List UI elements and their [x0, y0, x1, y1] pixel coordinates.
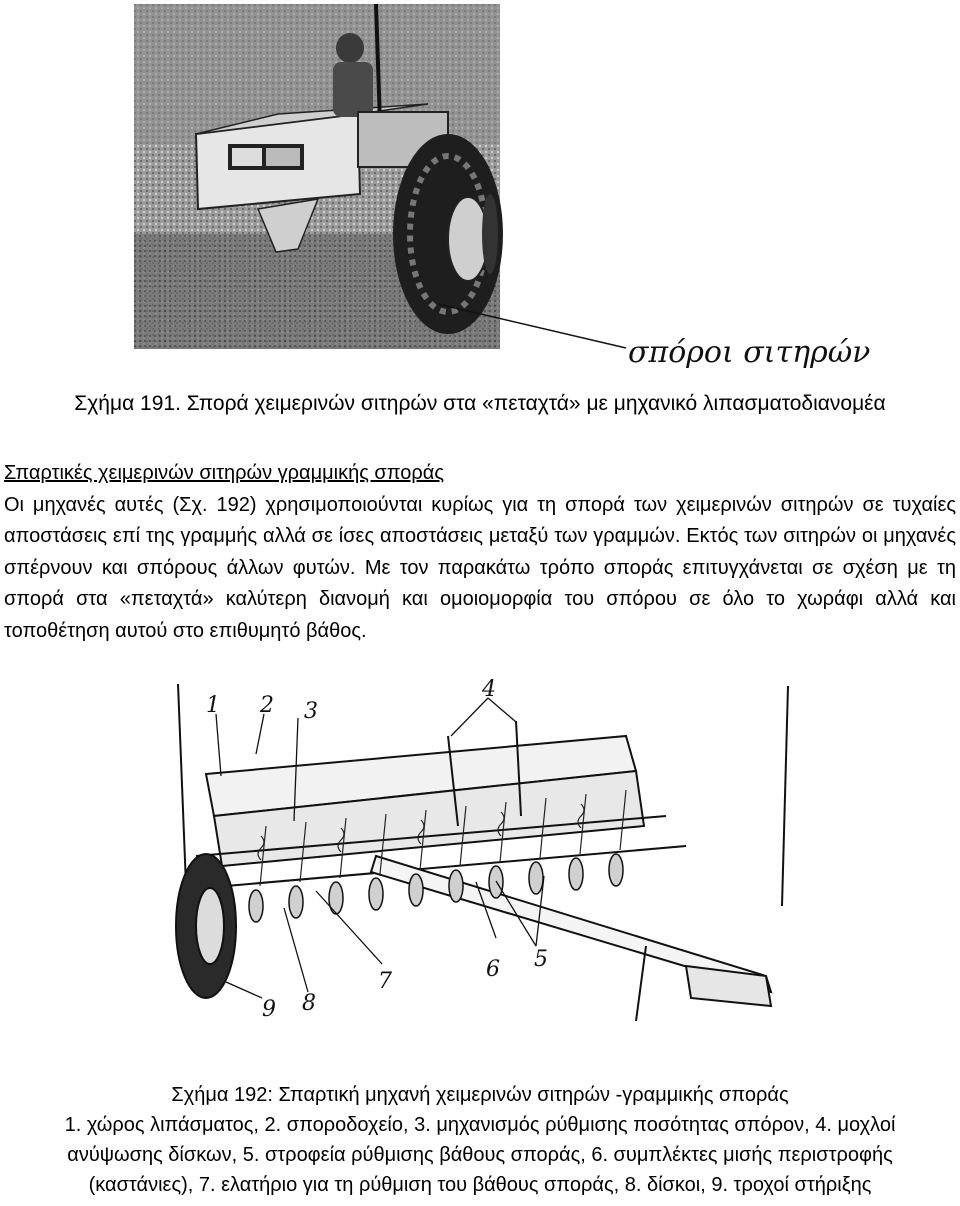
callout-3: 3 — [304, 699, 318, 724]
figure-192-drawing — [166, 676, 792, 1028]
section-heading: Σπαρτικές χειμερινών σιτηρών γραμμικής σποράς — [4, 462, 444, 484]
seed-drill-illustration — [166, 676, 792, 1028]
callout-1: 1 — [206, 693, 220, 718]
callout-4: 4 — [482, 677, 496, 702]
callout-9: 9 — [262, 997, 276, 1022]
callout-7: 7 — [378, 969, 392, 994]
callout-8: 8 — [302, 991, 316, 1016]
figure-192-caption-title: Σχήμα 192: Σπαρτική μηχανή χειμερινών σιτηρών -γραμμικής σποράς — [171, 1084, 789, 1106]
section-body — [4, 458, 956, 647]
callout-2: 2 — [260, 693, 274, 718]
figure-192-legend: 1. χώρος λιπάσματος, 2. σποροδοχείο, 3. μηχανισμός ρύθμισης ποσότητας σπόρον, 4. μοχλοί ανύψωσης δίσκων, 5. στροφεία ρύθμισης βάθους σποράς, 6. συμπλέκτες μισής περιστροφής (καστάνιες), 7. ελατήριο για τη ρύθμιση του βάθους σποράς, 8. δίσκοι, 9. τροχοί στήριξης — [64, 1114, 896, 1196]
figure-191-caption: Σχήμα 191. Σπορά χειμερινών σιτηρών στα «πεταχτά» με μηχανικό λιπασματοδιανομέα — [74, 392, 886, 415]
tractor-spreader-illustration — [128, 4, 871, 378]
callout-6: 6 — [486, 957, 500, 982]
section-paragraph: Οι μηχανές αυτές (Σχ. 192) χρησιμοποιούνται κυρίως για τη σπορά των χειμερινών σιτηρών σε τυχαίες αποστάσεις επί της γραμμής αλλά σε ίσες αποστάσεις μεταξύ των γραμμών. Εκτός των σιτηρών οι μηχανές σπέρνουν και σπόρους άλλων φυτών. Με τον παρακάτω τρόπο σποράς επιτυγχάνεται σε σχέση με τη σπορά στα «πεταχτά» καλύτερη διανομή και ομοιομορφία του σπόρου σε όλο το χωράφι αλλά και τοποθέτηση αυτού στο επιθυμητό βάθος. — [4, 493, 956, 642]
callout-5: 5 — [534, 947, 548, 972]
figure-191-photo — [128, 4, 871, 378]
handwritten-label: σπόροι σιτηρών — [628, 335, 871, 370]
figure-192-caption — [20, 1080, 940, 1200]
